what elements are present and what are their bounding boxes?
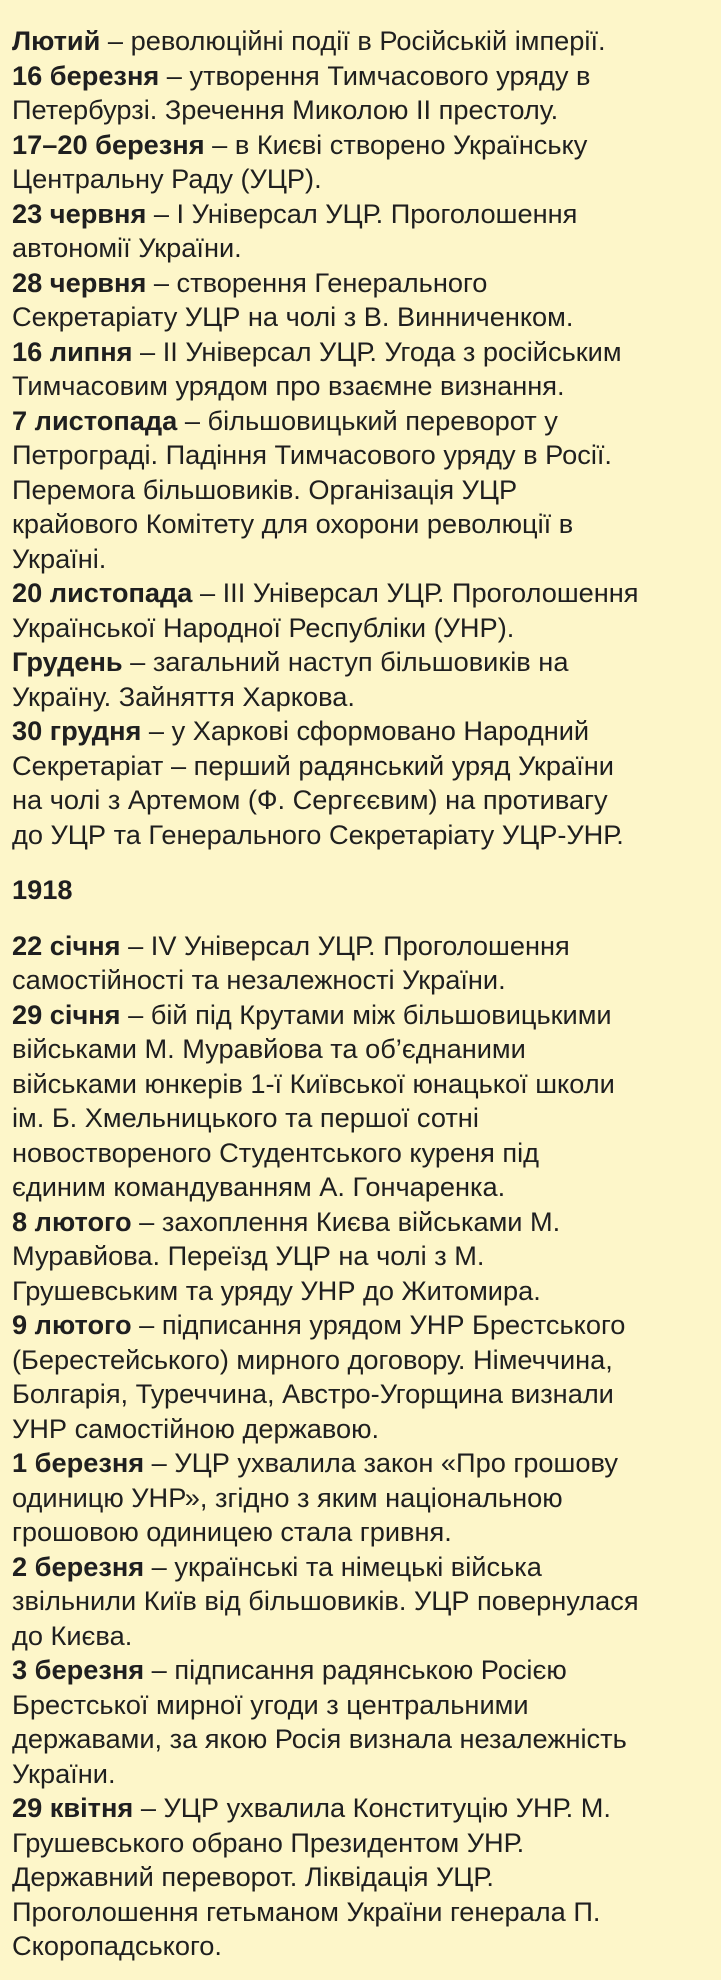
- event-text: Перемога більшовиків. Організація УЦР: [12, 473, 518, 505]
- event-line: [12, 335, 711, 370]
- event-line: [12, 197, 711, 232]
- event-text: єдиним командуванням А. Гончаренка.: [12, 1171, 506, 1202]
- event-line: [12, 783, 711, 818]
- event-date: 22 січня: [12, 929, 121, 961]
- event-date: 23 червня: [12, 197, 147, 229]
- event-line: [12, 231, 711, 266]
- event-date: 17–20 березня: [12, 128, 205, 160]
- event-line: [12, 1619, 711, 1654]
- event-line: [12, 24, 711, 59]
- event-text: новоствореного Студентського куреня під: [12, 1136, 540, 1168]
- event-line: [12, 1343, 711, 1378]
- event-line: [12, 1274, 711, 1309]
- event-line: [12, 1239, 711, 1274]
- event-line: [12, 1550, 711, 1585]
- event-date: 16 липня: [12, 335, 133, 367]
- event-text: одиницю УНР», згідно з яким національною: [12, 1481, 563, 1513]
- event-line: [12, 542, 711, 577]
- event-text: звільнили Київ від більшовиків. УЦР повернулася: [12, 1585, 639, 1616]
- event-date: 8 лютого: [12, 1205, 132, 1237]
- event-line: [12, 1205, 711, 1240]
- event-text: Проголошення гетьманом України генерала П.: [12, 1895, 601, 1927]
- events-1918-list: [12, 929, 711, 1964]
- event-text: Тимчасовим урядом про взаємне визнання.: [12, 370, 565, 401]
- event-line: [12, 818, 711, 853]
- event-text: – створення Генерального: [146, 266, 488, 298]
- event-text: до УЦР та Генерального Секретаріату УЦР-УНР.: [12, 818, 624, 850]
- event-text: – IV Універсал УЦР. Проголошення: [120, 929, 570, 961]
- event-text: – підписання радянською Росією: [144, 1654, 567, 1685]
- event-line: [12, 404, 711, 439]
- event-line: [12, 1101, 711, 1136]
- event-line: [12, 1860, 711, 1895]
- event-date: 2 березня: [12, 1550, 145, 1582]
- event-line: [12, 59, 711, 94]
- event-date: 9 лютого: [12, 1309, 132, 1340]
- event-text: – утворення Тимчасового уряду в: [159, 59, 591, 91]
- event-text: Україні.: [12, 542, 107, 574]
- event-date: 28 червня: [12, 266, 147, 298]
- event-line: [12, 929, 711, 964]
- event-text: Петербурзі. Зречення Миколою ІІ престолу.: [12, 94, 559, 125]
- event-line: [12, 1584, 711, 1619]
- event-text: автономії України.: [12, 232, 242, 263]
- event-text: крайового Комітету для охорони революції в: [12, 508, 574, 539]
- event-text: – революційні події в Російській імперії.: [100, 25, 606, 56]
- event-date: 7 листопада: [12, 404, 178, 436]
- event-line: [12, 1136, 711, 1171]
- event-text: Центральну Раду (УЦР).: [12, 163, 322, 194]
- event-line: [12, 1412, 711, 1447]
- event-line: [12, 1032, 711, 1067]
- event-line: [12, 1067, 711, 1102]
- event-line: [12, 300, 711, 335]
- event-line: [12, 507, 711, 542]
- event-line: [12, 680, 711, 715]
- event-line: [12, 1791, 711, 1826]
- event-date: 29 квітня: [12, 1792, 134, 1823]
- event-line: [12, 162, 711, 197]
- event-line: [12, 998, 711, 1033]
- event-line: [12, 1757, 711, 1792]
- event-text: – УЦР ухвалила закон «Про грошову: [144, 1447, 618, 1478]
- event-line: [12, 749, 711, 784]
- event-text: – бій під Крутами між більшовицькими: [120, 998, 612, 1030]
- events-1917-list: [12, 24, 711, 852]
- event-line: [12, 1515, 711, 1550]
- event-text: – ІІ Універсал УЦР. Угода з російським: [132, 335, 622, 367]
- event-text: державами, за якою Росія визнала незалежність: [12, 1723, 627, 1754]
- event-text: Секретаріату УЦР на чолі з В. Винниченком.: [12, 301, 574, 332]
- event-date: Лютий: [12, 25, 101, 56]
- event-text: грошовою одиницею стала гривня.: [12, 1516, 452, 1547]
- event-text: до Києва.: [12, 1619, 133, 1651]
- event-line: [12, 266, 711, 301]
- event-date: Грудень: [12, 646, 123, 677]
- event-text: військами М. Муравйова та об’єднаними: [12, 1033, 526, 1064]
- event-line: [12, 1377, 711, 1412]
- event-text: Україну. Зайняття Харкова.: [12, 680, 355, 712]
- event-line: [12, 1170, 711, 1205]
- event-line: [12, 473, 711, 508]
- event-text: самостійності та незалежності України.: [12, 964, 506, 995]
- event-line: [12, 714, 711, 749]
- event-text: (Берестейського) мирного договору. Німеччина,: [12, 1343, 613, 1375]
- event-text: Грушевським та уряду УНР до Житомира.: [12, 1274, 541, 1306]
- event-date: 29 січня: [12, 998, 121, 1030]
- event-date: 16 березня: [12, 59, 160, 91]
- event-line: [12, 1446, 711, 1481]
- event-text: Державний переворот. Ліквідація УЦР.: [12, 1861, 494, 1892]
- event-line: [12, 645, 711, 680]
- event-text: ім. Б. Хмельницького та першої сотні: [12, 1102, 479, 1133]
- event-text: – підписання урядом УНР Брестського: [131, 1309, 626, 1340]
- event-line: [12, 128, 711, 163]
- event-line: [12, 438, 711, 473]
- event-text: – загальний наступ більшовиків на: [122, 646, 569, 677]
- event-text: на чолі з Артемом (Ф. Сергєєвим) на противагу: [12, 784, 608, 815]
- event-date: 1 березня: [12, 1447, 145, 1478]
- event-text: – ІІІ Універсал УЦР. Проголошення: [192, 577, 639, 608]
- event-line: [12, 1929, 711, 1964]
- event-line: [12, 1688, 711, 1723]
- event-text: Секретаріат – перший радянський уряд України: [12, 749, 614, 781]
- event-line: [12, 1826, 711, 1861]
- year-heading-1918: 1918: [12, 874, 73, 905]
- event-text: – більшовицький переворот у: [177, 404, 558, 436]
- event-text: України.: [12, 1757, 116, 1789]
- event-line: [12, 611, 711, 646]
- event-line: [12, 1895, 711, 1930]
- event-text: – УЦР ухвалила Конституцію УНР. М.: [133, 1792, 611, 1823]
- event-text: Болгарія, Туреччина, Австро-Угорщина визнали: [12, 1378, 614, 1409]
- event-text: – у Харкові сформовано Народний: [141, 715, 590, 746]
- event-text: Грушевського обрано Президентом УНР.: [12, 1826, 525, 1858]
- event-text: Брестської мирної угоди з центральними: [12, 1688, 529, 1720]
- event-line: [12, 576, 711, 611]
- event-line: [12, 1653, 711, 1688]
- event-line: [12, 1308, 711, 1343]
- event-text: Української Народної Республіки (УНР).: [12, 611, 515, 643]
- event-line: [12, 1481, 711, 1516]
- event-line: [12, 93, 711, 128]
- event-text: – українські та німецькі війська: [144, 1550, 542, 1582]
- event-text: військами юнкерів 1-ї Київської юнацької школи: [12, 1067, 615, 1099]
- event-date: 30 грудня: [12, 715, 142, 746]
- event-text: – в Києві створено Українську: [204, 128, 588, 160]
- event-line: [12, 369, 711, 404]
- event-line: [12, 963, 711, 998]
- event-text: Муравйова. Переїзд УЦР на чолі з М.: [12, 1240, 485, 1271]
- event-text: – І Універсал УЦР. Проголошення: [146, 197, 578, 229]
- event-line: [12, 1722, 711, 1757]
- event-date: 3 березня: [12, 1654, 145, 1685]
- event-text: Петрограді. Падіння Тимчасового уряду в Росії.: [12, 439, 612, 470]
- event-text: УНР самостійною державою.: [12, 1412, 380, 1444]
- event-date: 20 листопада: [12, 577, 193, 608]
- event-text: – захоплення Києва військами М.: [131, 1205, 561, 1237]
- event-text: Скоропадського.: [12, 1930, 222, 1961]
